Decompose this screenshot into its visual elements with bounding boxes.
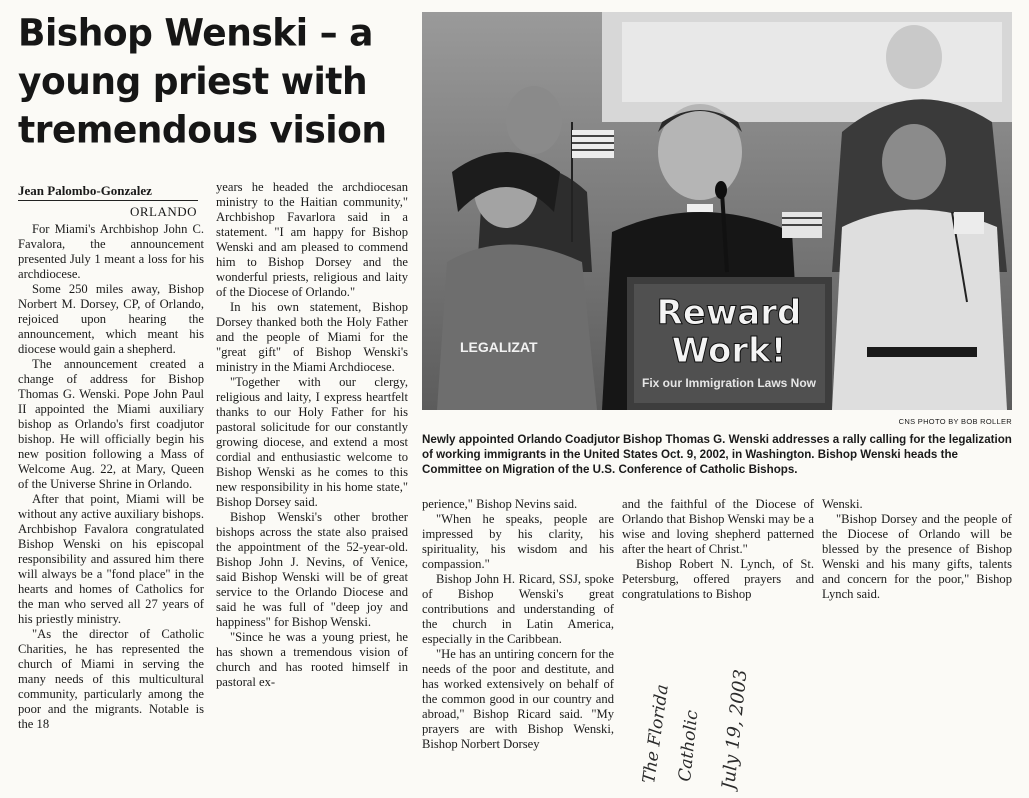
handwritten-line-1: The Florida: [639, 683, 673, 785]
paragraph: Bishop Wenski's other brother bishops across the state also praised the appointment of the 52-year-old. Bishop John J. Nevins, of Venice, said Bishop Wenski will be of great service to the Orlando Diocese and said he was full of "deep joy and happiness" for Bishop Wenski.: [216, 510, 408, 629]
podium-sign-line-1: Reward: [656, 293, 802, 333]
paragraph: Wenski.: [822, 497, 863, 511]
paragraph: In his own statement, Bishop Dorsey thanked both the Holy Father and the people of Miami for the "great gift" of Bishop Wenski's ministry in the Miami Archdiocese.: [216, 300, 408, 374]
rally-photo-illustration: [422, 12, 1012, 410]
paragraph: "He has an untiring concern for the needs of the poor and destitute, and has worked extensively on behalf of the common good in our country and abroad," Bishop Ricard said. "My prayers are with Bishop Wenski, Bishop Norbert Dorsey: [422, 647, 614, 751]
handwritten-line-3: July 19, 2003: [718, 668, 752, 791]
article-column-1: [18, 222, 204, 794]
rally-photo: [422, 12, 1012, 410]
article-column-5: [822, 497, 1012, 615]
paragraph: Some 250 miles away, Bishop Norbert M. Dorsey, CP, of Orlando, rejoiced upon hearing the announcement, which meant his diocese would gain a shepherd.: [18, 282, 204, 356]
paragraph: "Together with our clergy, religious and laity, I express heartfelt thanks to our Holy Father for his pastoral solicitude for our constantly growing diocese, and extend a most cordial and enthusiastic welcome to Bishop Wenski as he comes to this new responsibility in his home state," Bishop Dorsey said.: [216, 375, 408, 509]
paragraph: For Miami's Archbishop John C. Favalora, the announcement presented July 1 meant a loss for his archdiocese.: [18, 222, 204, 281]
paragraph: "Since he was a young priest, he has shown a tremendous vision of church and has rooted himself in pastoral ex-: [216, 630, 408, 689]
dateline: ORLANDO: [130, 204, 198, 219]
byline: Jean Palombo-Gonzalez: [18, 183, 198, 201]
paragraph: Bishop Robert N. Lynch, of St. Petersburg, offered prayers and congratulations to Bishop: [622, 557, 814, 601]
shirt-text: LEGALIZAT: [460, 339, 538, 355]
paragraph: and the faithful of the Diocese of Orlando that Bishop Wenski may be a wise and loving shepherd patterned after the heart of Christ.": [622, 497, 814, 556]
photo-caption: Newly appointed Orlando Coadjutor Bishop Thomas G. Wenski addresses a rally calling for the legalization of working immigrants in the United States Oct. 9, 2002, in Washington. Bishop Wenski heads the Committee on Migration of the U.S. Conference of Catholic Bishops.: [422, 433, 1012, 476]
podium-sign-line-2: Work!: [671, 331, 787, 371]
handwritten-note-svg: [612, 612, 762, 792]
paragraph: The announcement created a change of address for Bishop Thomas G. Wenski. Pope John Paul II appointed the Miami auxiliary bishop as Orlando's first coadjutor bishop. He will officially begin his new position following a Mass of Welcome Aug. 22, at Mary, Queen of the Universe Shrine in Orlando.: [18, 357, 204, 491]
paragraph: years he headed the archdiocesan ministry to the Haitian community," Archbishop Favarlora said in a statement. "I am happy for Bishop Wenski and am pleased to commend him to Bishop Dorsey and the wonderful priests, religious and laity of the Diocese of Orlando.": [216, 180, 408, 299]
handwritten-line-2: Catholic: [675, 709, 703, 783]
article-column-3: [422, 497, 614, 793]
handwritten-note: [612, 612, 762, 792]
paragraph: perience," Bishop Nevins said.: [422, 497, 578, 511]
article-column-4: [622, 497, 814, 615]
article-column-2: [216, 180, 408, 792]
paragraph: "When he speaks, people are impressed by his clarity, his spirituality, his wisdom and his compassion.": [422, 512, 614, 571]
headline: Bishop Wenski – a young priest with tremendous vision: [18, 12, 387, 152]
paragraph: "Bishop Dorsey and the people of the Diocese of Orlando will be blessed by the presence of Bishop Wenski and his many gifts, talents and concern for the poor," Bishop Lynch said.: [822, 512, 1012, 601]
paragraph: "As the director of Catholic Charities, he has represented the church of Miami in serving the many needs of this multicultural community, particularly among the poor and the migrants. Notable is the 18: [18, 627, 204, 731]
paragraph: Bishop John H. Ricard, SSJ, spoke of Bishop Wenski's great contributions and understanding of the church in Latin America, especially in the Caribbean.: [422, 572, 614, 646]
photo-credit: CNS PHOTO BY BOB ROLLER: [898, 417, 1012, 426]
paragraph: After that point, Miami will be without any active auxiliary bishops. Archbishop Favalora congratulated Bishop Wenski on his episcopal responsibility and assured him there will always be a "fond place" in the hearts and homes of Catholics for the man who served all 27 years of his priestly ministry.: [18, 492, 204, 626]
podium-sign-subtitle: Fix our Immigration Laws Now: [641, 376, 817, 390]
